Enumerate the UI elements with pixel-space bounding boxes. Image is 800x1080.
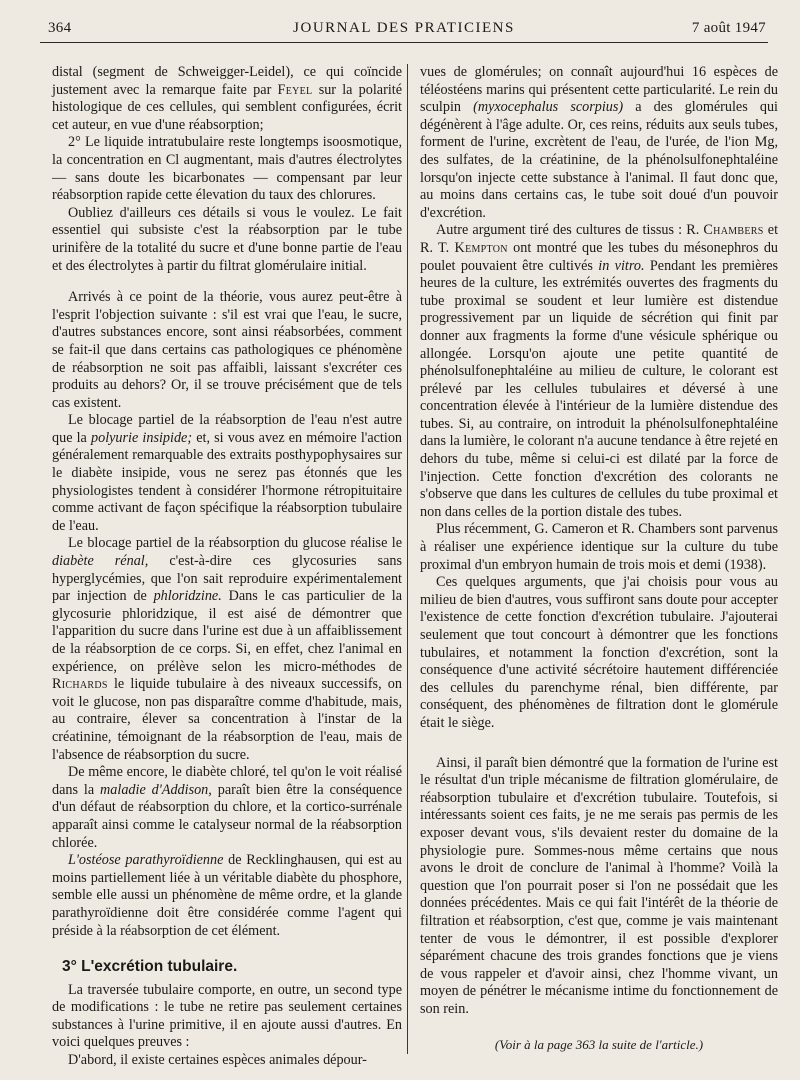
right-column [420,64,778,1054]
section-heading: 3° L'excrétion tubulaire. [62,958,238,976]
paragraph: L'ostéose parathyroïdienne de Recklinghausen, qui est au moins partiellement liée à un véritable diabète du phosphore, semble elle aussi un phénomène de même ordre, et la glande parathyroïdienne doit être considérée comme l'agent qui préside à la réabsorption de cet élément. [52,852,402,939]
paragraph: D'abord, il existe certaines espèces animales dépour- [68,1052,367,1069]
paragraph: Arrivés à ce point de la théorie, vous aurez peut-être à l'esprit l'objection suivante : s'il est vrai que l'eau, le sucre, d'autres substances encore, sont ainsi réabsorbées, comment se fait-il que dans certains cas pathologiques ce phénomène de réabsorption ne soit pas affaibli, laissant s'excréter ces produits au dehors? Or, il se trouve précisément que de tels cas existent. [52,289,402,411]
column-divider [407,64,408,1054]
paragraph: Autre argument tiré des cultures de tissus : R. Chambers et R. T. Kempton ont montré que les tubes du mésonephros du poulet pouvaient être cultivés in vitro. Pendant les premières heures de la culture, les extrémités ouvertes des fragments du tube proximal se soudent et leur lumière est distendue progressivement par un liquide de sécrétion qui finit par donner aux fragments la forme d'une vésicule sphérique ou allongée. Lorsqu'on ajoute une petite quantité de phénolsulfonephtaléine au milieu de culture, le colorant est prélevé par les cellules tubulaires et déversé à une concentration élevée à l'intérieur de la lumière distendue des tubes. Si, au contraire, on introduit la phénolsulfonephtaléine dans la lumière, le colorant n'a aucune tendance à être rejeté en dehors du tube, même si celui-ci est dilaté par la force de l'injection. Cette fonction d'excrétion des colorants ne s'observe que dans les cultures de cellules du tube proximal et non dans celles de la portion distale des tubes. [420,222,779,520]
paragraph: Ces quelques arguments, que j'ai choisis pour vous au milieu de bien d'autres, vous suffiront sans doute pour accepter l'existence de cette fonction d'excrétion tubulaire. J'ajouterai seulement que tout concourt à démontrer que les fonctions tubulaires, et notamment la fonction d'excrétion, sont la conséquence d'une activité sécrétoire hautement différenciée des cellules du parenchyme rénal, bien différente, par conséquent, des phénomènes de filtration dont le glomérule était le siège. [420,574,778,731]
paragraph: De même encore, le diabète chloré, tel qu'on le voit réalisé dans la maladie d'Addison, paraît bien être la conséquence d'un défaut de réabsorption du chlore, et la cortico-surrénale apparaît ainsi comme le catalyseur normal de la réabsorption chlorée. [52,764,403,851]
paragraph: distal (segment de Schweigger-Leidel), ce qui coïncide justement avec la remarque faite par Feyel sur la polarité histologique de ces cellules, qui semblent configurées, écrit cet auteur, en vue d'une réabsorption; [52,64,403,133]
paragraph: Oubliez d'ailleurs ces détails si vous le voulez. Le fait essentiel qui subsiste c'est la réabsorption par le tube urinifère de la totalité du sucre et d'une bonne partie de l'eau et des électrolytes à partir du filtrat glomérulaire initial. [52,204,402,274]
paragraph: vues de glomérules; on connaît aujourd'hui 16 espèces de téléostéens marins qui présentent cette particularité. Le rein du sculpin (myxocephalus scorpius) a des glomérules qui dégénèrent à l'âge adulte. Or, ces reins, réduits aux seuls tubes, forment de l'urine, excrètent de l'eau, de l'urée, de l'ion Mg, des sulfates, de la créatinine, de la phénolsulfonephtaléine lorsqu'on injecte cette substance à l'animal. Il faut donc que, au moins dans certains cas, le tube soit doué d'un pouvoir d'excrétion. [420,64,779,221]
paragraph: Plus récemment, G. Cameron et R. Chambers sont parvenus à réaliser une expérience identique sur la culture du tube proximal d'un embryon humain de trois mois et demi (1938). [420,521,778,573]
paragraph: Le blocage partiel de la réabsorption de l'eau n'est autre que la polyurie insipide; et, si vous avez en mémoire l'action généralement remarquable des extraits posthypophysaires sur le diabète insipide, vous ne serez pas étonnés que les physiologistes tendent à considérer l'hormone rétropituitaire comme activant de façon spécifique la réabsorption tubulaire de l'eau. [52,412,403,534]
paragraph: Le blocage partiel de la réabsorption du glucose réalise le diabète rénal, c'est-à-dire ces glycosuries sans hyperglycémies, que l'on sait reproduire expérimentalement par injection de phloridzine. Dans le cas particulier de la glycosurie phloridzique, il est aisé de démontrer que l'apparition du sucre dans l'urine est due à un affaiblissement de la réabsorption de ce corps. Si, en effet, chez l'animal en expérience, on prélève selon les micro-méthodes de Richards le liquide tubulaire à des niveaux successifs, on voit le glucose, non pas disparaître comme d'habitude, mais, au contraire, élever sa concentration à l'instar de la créatinine, témoignant de la réabsorption de l'eau, mais de l'absence de réabsorption du sucre. [52,535,403,763]
left-column [52,64,402,1070]
journal-title: JOURNAL DES PRATICIENS [293,20,515,36]
continuation-note: (Voir à la page 363 la suite de l'article.) [494,1037,704,1053]
page-header [40,18,768,43]
issue-date: 7 août 1947 [691,20,766,36]
paragraph: 2° Le liquide intratubulaire reste longtemps isoosmotique, la concentration en Cl augmentant, mais d'autres électrolytes — sans doute les bicarbonates — compensant par leur réabsorption rapide cette élevation du taux des chlorures. [52,134,402,204]
page-number: 364 [48,20,72,36]
paragraph: Ainsi, il paraît bien démontré que la formation de l'urine est le résultat d'un triple mécanisme de filtration glomérulaire, de réabsorption tubulaire et d'excrétion tubulaire. Toutefois, si intéressants soient ces faits, je ne me serais pas permis de les exposer devant vous, s'ils devaient rester du domaine de la physiologie pure. Sommes-nous même certains que nous avons le droit de conclure de l'animal à l'homme? Voilà la question que l'on pourrait poser si l'on ne possédait que les données précédentes. Mais ce qui fait l'intérêt de la théorie de filtration et réabsorption, c'est que, comme je vais maintenant tenter de vous le démontrer, il est possible d'explorer séparément chacune des trois grandes fonctions que je viens de vous rappeler et d'avoir ainsi, chez l'homme vivant, un moyen de pénétrer le mécanisme intime du fonctionnement de son rein. [420,754,778,1017]
paragraph: La traversée tubulaire comporte, en outre, un second type de modifications : le tube ne retire pas seulement certaines substances à l'urine primitive, il en ajoute aussi d'autres. En voici quelques preuves : [52,981,402,1051]
